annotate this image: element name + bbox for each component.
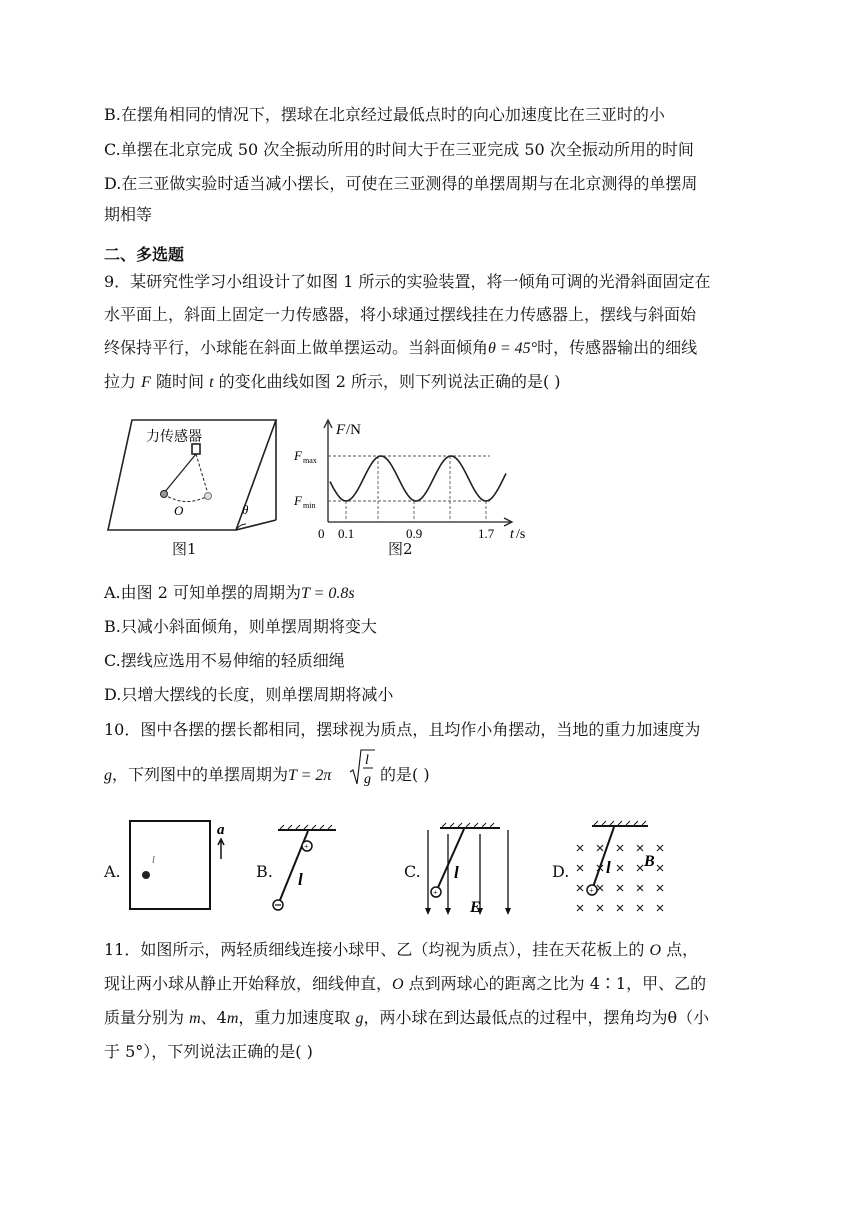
svg-text:+: + (589, 886, 594, 895)
q10-line2: g，下列图中的单摆周期为T = 2π (104, 765, 332, 784)
pendulum-ball (142, 871, 150, 879)
length-label: l (152, 855, 155, 866)
q10-figure-b (268, 820, 348, 915)
x-label-t: t (510, 527, 514, 542)
acceleration-label: a (217, 822, 225, 838)
x-label-unit: /s (516, 527, 526, 542)
tick-0-1: 0.1 (338, 526, 355, 541)
q9-line3: 终保持平行，小球能在斜面上做单摆运动。当斜面倾角θ = 45°时，传感器输出的细线 (104, 338, 698, 357)
q10-label-c: C. (404, 862, 421, 881)
q8-option-b: B.在摆角相同的情况下，摆球在北京经过最低点时的向心加速度比在三亚时的小 (104, 105, 665, 124)
force-sensor-box (192, 444, 200, 454)
field-label: E (470, 899, 481, 916)
q11-line1: 11．如图所示，两轻质细线连接小球甲、乙（均视为质点），挂在天花板上的 O 点， (104, 940, 699, 959)
swing-arc (164, 494, 208, 502)
pendulum-string (164, 454, 196, 493)
fmax-label: F (294, 448, 302, 463)
figure1-caption: 图1 (172, 540, 197, 558)
q9-option-c: C.摆线应选用不易伸缩的轻质细绳 (104, 651, 345, 670)
q10-figure-a (124, 815, 234, 915)
fmin-subscript: min (303, 501, 316, 510)
svg-text:+: + (304, 842, 309, 851)
q8-option-d-line1: D.在三亚做实验时适当减小摆长，可使在三亚测得的单摆周期与在北京测得的单摆周 (104, 174, 698, 193)
q10-figure-c (420, 820, 520, 920)
q10-line2-end: 的是( ) (380, 765, 430, 784)
q11-line2: 现让两小球从静止开始释放，细线伸直，O 点到两球心的距离之比为 4∶1，甲、乙的 (104, 974, 707, 993)
q9-option-a: A.由图 2 可知单摆的周期为T = 0.8s (104, 583, 355, 602)
y-label-unit: /N (346, 422, 361, 438)
figure1-incline-pendulum (104, 412, 294, 534)
force-curve (330, 456, 506, 501)
elevator-box (130, 821, 210, 909)
q8-option-d-line2: 期相等 (104, 205, 153, 224)
q10-figure-d (570, 818, 670, 918)
tick-0-9: 0.9 (406, 526, 423, 541)
point-o-label: O (174, 503, 184, 518)
q10-label-a: A. (104, 862, 121, 881)
q10-label-d: D. (552, 862, 570, 881)
q9-line4: 拉力 F 随时间 t 的变化曲线如图 2 所示，则下列说法正确的是( ) (104, 372, 561, 391)
length-label: l (298, 870, 303, 889)
sqrt-fraction (349, 746, 375, 788)
section-heading: 二、多选题 (104, 245, 185, 264)
pendulum-string (436, 829, 464, 892)
q9-theta-value: θ = 45° (488, 340, 538, 357)
q10-line1: 10．图中各摆的摆长都相同，摆球视为质点，且均作小角摆动，当地的重力加速度为 (104, 720, 701, 739)
q10-label-b: B. (256, 862, 273, 881)
pendulum-string-dashed (196, 454, 208, 494)
q11-line3: 质量分别为 m、4m，重力加速度取 g，两小球在到达最低点的过程中，摆角均为θ（小 (104, 1008, 710, 1027)
q11-line4: 于 5°），下列说法正确的是( ) (104, 1042, 313, 1061)
figure2-caption: 图2 (388, 540, 413, 558)
q9-option-b: B.只减小斜面倾角，则单摆周期将变大 (104, 617, 377, 636)
svg-text:+: + (433, 888, 438, 897)
electric-field-lines (428, 830, 508, 912)
length-label: l (606, 858, 611, 877)
q9-line2: 水平面上，斜面上固定一力传感器，将小球通过摆线挂在力传感器上，摆线与斜面始 (104, 305, 697, 324)
fmin-label: F (294, 493, 302, 508)
field-label: B (644, 853, 655, 870)
y-label-f: F (336, 422, 346, 438)
fmax-subscript: max (303, 456, 317, 465)
sensor-label: 力传感器 (146, 430, 202, 445)
figure2-force-time-graph (290, 412, 540, 544)
length-label: l (454, 863, 459, 882)
q9-line1: 9．某研究性学习小组设计了如图 1 所示的实验装置，将一倾角可调的光滑斜面固定在 (104, 272, 711, 291)
pendulum-ball-ghost (205, 493, 212, 500)
q9-option-d: D.只增大摆线的长度，则单摆周期将减小 (104, 685, 394, 704)
fraction-numerator: l (365, 753, 369, 768)
sqrt-sign (350, 750, 375, 784)
pendulum-ball (161, 491, 168, 498)
tick-0: 0 (318, 526, 325, 541)
q8-option-c: C.单摆在北京完成 50 次全振动所用的时间大于在三亚完成 50 次全振动所用的时间 (104, 140, 694, 159)
theta-label: θ (242, 502, 249, 517)
fraction-denominator: g (364, 772, 371, 787)
tick-1-7: 1.7 (478, 526, 495, 541)
